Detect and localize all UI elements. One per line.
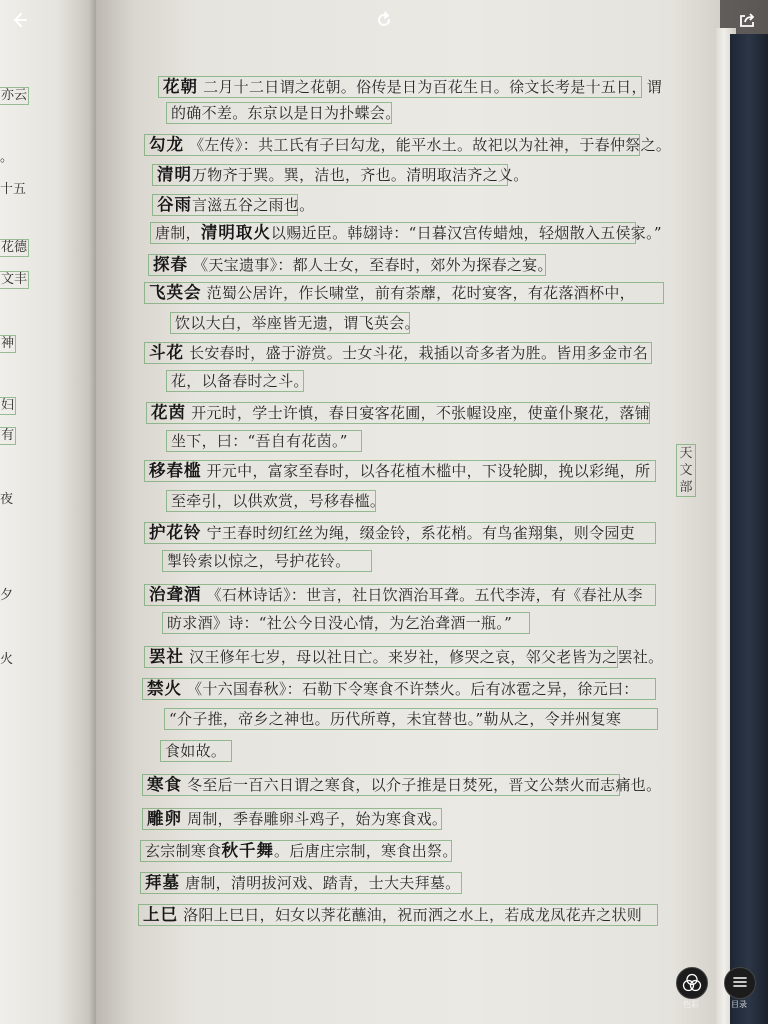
arrow-left-icon — [10, 11, 28, 29]
entry-term: 寒食 — [147, 775, 182, 794]
left-fragment: 妇 — [1, 398, 15, 413]
menu-label: 目录 — [731, 1000, 747, 1009]
entry-text: 冬至后一百六日谓之寒食，以介子推是日焚死，晋文公禁火而志痛也。 — [182, 776, 662, 794]
text-line — [144, 646, 664, 668]
left-page — [0, 0, 96, 1024]
left-fragment: 夕 — [0, 588, 14, 603]
entry-text: 洛阳上巳日，妇女以荠花蘸油，祝而洒之水上，若成龙凤花卉之状则 — [178, 906, 643, 924]
line-prefix: 唐制， — [155, 224, 201, 242]
text-line — [166, 102, 401, 124]
text-line — [140, 872, 462, 894]
entry-text: 宁王春时纫红丝为绳，缀金铃，系花梢。有鸟雀翔集，则令园吏 — [201, 524, 635, 542]
text-line — [144, 584, 656, 606]
text-line — [166, 370, 309, 392]
left-fragment: 亦云 — [1, 88, 28, 103]
text-line — [152, 194, 315, 216]
menu-button[interactable] — [724, 967, 756, 999]
entry-text: 《十六国春秋》：石勒下令寒食不许禁火。后有冰雹之异，徐元曰： — [182, 680, 639, 698]
menu-lines-icon — [725, 968, 755, 998]
text-line — [162, 550, 372, 572]
entry-text: 昉求酒》诗：“社公今日没心情，为乞治聋酒一瓶。” — [167, 614, 513, 632]
text-line — [140, 840, 458, 862]
entry-term: 护花铃 — [149, 523, 202, 542]
back-button[interactable] — [6, 8, 32, 32]
entry-text: 。后唐庄宗制，寒食出祭。 — [274, 842, 458, 860]
entry-text: 周制，季春雕卵斗鸡子，始为寒食戏。 — [182, 810, 448, 828]
entry-term: 清明取火 — [200, 223, 271, 242]
entry-text: 至牵引，以供欢赏，号移春槛。 — [171, 492, 386, 510]
text-line — [146, 402, 650, 424]
entry-text: 以赐近臣。韩翃诗：“日暮汉宫传蜡烛，轻烟散入五侯家。” — [270, 224, 662, 242]
entry-term: 飞英会 — [149, 283, 202, 302]
entry-term: 斗花 — [149, 343, 184, 362]
left-fragment: 神 — [1, 336, 15, 351]
left-fragment: 文丰 — [1, 272, 28, 287]
entry-text: 言滋五谷之雨也。 — [192, 196, 315, 214]
text-line — [142, 774, 662, 796]
entry-text: 万物齐于巽。巽，洁也，齐也。清明取洁齐之义。 — [192, 166, 529, 184]
entry-term: 清明 — [157, 165, 192, 184]
share-button[interactable] — [734, 8, 760, 32]
entry-term: 秋千舞 — [221, 841, 275, 860]
text-line — [142, 678, 656, 700]
text-line — [166, 430, 362, 452]
entry-text: 食如故。 — [165, 742, 227, 760]
entry-term: 治聋酒 — [149, 585, 202, 604]
entry-term: 谷雨 — [157, 195, 192, 214]
left-fragment: 十五 — [0, 182, 27, 197]
text-line — [144, 134, 672, 156]
entry-text: 汉王修年七岁，母以社日亡。来岁社，修哭之哀，邻父老皆为之罢社。 — [184, 648, 664, 666]
color-circles-icon — [677, 968, 707, 998]
entry-text: 开元时，学士许慎，春日宴客花圃，不张幄设座，使童仆聚花，落铺 — [186, 404, 651, 422]
text-line — [164, 708, 658, 730]
entry-text: 唐制，清明拔河戏、踏青，士大夫拜墓。 — [180, 874, 461, 892]
text-line — [142, 808, 448, 830]
text-line — [144, 460, 656, 482]
color-button[interactable] — [676, 967, 708, 999]
text-line — [138, 904, 658, 926]
entry-text: 花，以备春时之斗。 — [171, 372, 309, 390]
entry-text: 范蜀公居许，作长啸堂，前有荼蘼，花时宴客，有花落酒杯中， — [201, 284, 635, 302]
entry-text: 的确不差。东京以是日为扑蝶会。 — [171, 104, 401, 122]
entry-text: 坐下，曰：“吾自有花茵。” — [171, 432, 348, 450]
line-prefix: 玄宗制寒食 — [145, 842, 222, 860]
text-line — [144, 522, 656, 544]
color-label: 色彩 — [683, 1000, 699, 1009]
entry-term: 花茵 — [151, 403, 186, 422]
entry-term: 禁火 — [147, 679, 182, 698]
text-line — [150, 222, 662, 244]
entry-text: 《石林诗话》：世言，社日饮酒治耳聋。五代李涛，有《春社从李 — [201, 586, 643, 604]
share-icon — [738, 11, 756, 29]
rotate-button[interactable] — [371, 8, 397, 32]
entry-text: 《天宝遗事》：都人士女，至春时，郊外为探春之宴。 — [188, 256, 553, 274]
text-line — [144, 282, 664, 304]
text-line — [144, 342, 652, 364]
entry-term: 拜墓 — [145, 873, 180, 892]
entry-term: 罢社 — [149, 647, 184, 666]
section-tab-label: 天文部 — [679, 446, 693, 495]
entry-text: 长安春时，盛于游赏。士女斗花，栽插以奇多者为胜。皆用多金市名 — [184, 344, 649, 362]
entry-term: 勾龙 — [149, 135, 184, 154]
text-line — [170, 312, 420, 334]
entry-term: 上巳 — [143, 905, 178, 924]
text-line — [152, 164, 529, 186]
left-fragment: 火 — [0, 652, 14, 667]
entry-term: 探春 — [153, 255, 188, 274]
left-fragment: 。 — [0, 150, 14, 165]
text-line — [160, 740, 232, 762]
entry-text: 开元中，富家至春时，以各花植木槛中，下设轮脚，挽以彩绳，所 — [201, 462, 651, 480]
left-fragment: 花德 — [1, 240, 28, 255]
entry-text: 掣铃索以惊之，号护花铃。 — [167, 552, 351, 570]
text-line — [162, 612, 530, 634]
entry-text: 二月十二日谓之花朝。俗传是日为百花生日。徐文长考是十五日，谓 — [198, 78, 663, 96]
entry-text: “介子推，帝乡之神也。历代所尊，未宜替也。”勒从之，令并州复寒 — [169, 710, 622, 728]
entry-text: 饮以大白，举座皆无遗，谓飞英会。 — [175, 314, 420, 332]
book-cover — [730, 34, 768, 1024]
left-fragment: 夜 — [0, 492, 14, 507]
entry-term: 移春槛 — [149, 461, 202, 480]
text-line — [158, 76, 663, 98]
text-line — [166, 490, 386, 512]
entry-text: 《左传》：共工氏有子曰勾龙，能平水土。故祀以为社神，于春仲祭之。 — [184, 136, 672, 154]
text-line — [148, 254, 553, 276]
left-fragment: 有 — [1, 428, 15, 443]
rotate-icon — [375, 11, 393, 29]
entry-term: 雕卵 — [147, 809, 182, 828]
entry-term: 花朝 — [163, 77, 198, 96]
section-tab — [676, 444, 696, 497]
